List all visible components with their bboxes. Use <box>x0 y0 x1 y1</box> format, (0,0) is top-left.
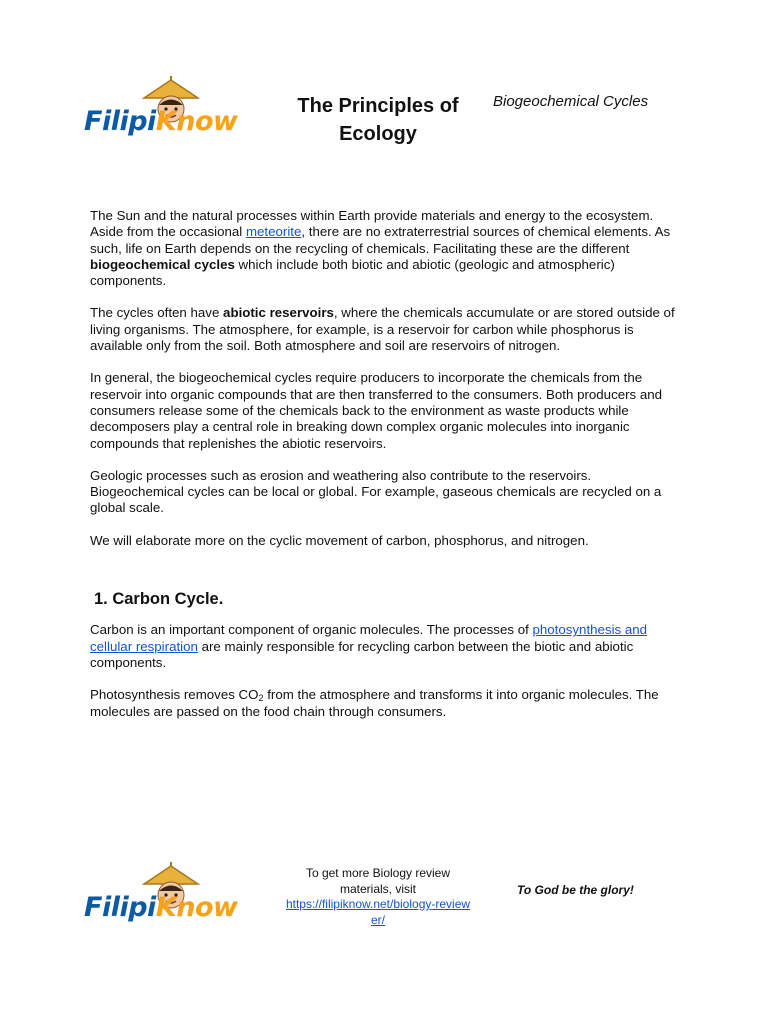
logo-wordmark: FilipiKnow <box>84 106 238 137</box>
section-heading-carbon-cycle: 1. Carbon Cycle. <box>94 590 224 609</box>
page-subtitle: Biogeochemical Cycles <box>493 93 649 110</box>
paragraph-geologic: Geologic processes such as erosion and weathering also contribute to the reservoirs. Biogeochemical cycles can be local or global. For example, gaseous chemicals are recycled on a global scale. <box>90 467 662 516</box>
meteorite-link[interactable]: meteorite <box>245 224 302 240</box>
filipiknow-logo <box>84 76 256 166</box>
paragraph-photosynthesis: Photosynthesis removes $CO_2$ from the atmosphere and transforms it into organic molecules. The molecules are passed on the food chain through consumers. <box>90 687 659 719</box>
page-title: The Principles of Ecology <box>297 95 459 145</box>
paragraph-intro: The Sun and the natural processes within Earth provide materials and energy to the ecosystem. Aside from the occasional meteorite, there are no extraterrestrial sources of chemical elements. As such, life on Earth depends on the recycling of chemicals. Facilitating these are the different biogeochemical cycles which include both biotic and abiotic (geologic and atmospheric) components. <box>90 208 671 289</box>
footer-logo <box>84 862 256 952</box>
photosynthesis-link[interactable]: photosynthesis and cellular respiration <box>90 622 648 654</box>
paragraph-producers: In general, the biogeochemical cycles require producers to incorporate the chemicals from the reservoir into organic compounds that are then transferred to the consumers. Both producers and consumers release some of the chemicals back to the environment as waste products while decomposers play a central role in breaking down complex organic molecules into inorganic compounds that replenishes the abiotic reservoirs. <box>90 370 663 451</box>
paragraph-elaborate: We will elaborate more on the cyclic movement of carbon, phosphorus, and nitrogen. <box>90 532 589 548</box>
paragraph-carbon: Carbon is an important component of organic molecules. The processes of photosynthesis and cellular respiration are mainly responsible for recycling carbon between the biotic and abiotic components. <box>90 622 648 670</box>
footer-promo <box>285 866 471 928</box>
footer-tagline: To God be the glory! <box>517 883 634 897</box>
paragraph-reservoirs: The cycles often have abiotic reservoirs, where the chemicals accumulate or are stored outside of living organisms. The atmosphere, for example, is a reservoir for carbon while phosphorus is available only from the soil. Both atmosphere and soil are reservoirs of nitrogen. <box>90 305 675 354</box>
document-body <box>90 208 682 736</box>
footer-promo-text: To get more Biology review materials, visit <box>305 866 451 896</box>
biology-reviewer-link[interactable]: https://filipiknow.net/biology-reviewer/ <box>285 897 471 927</box>
logo-wordmark: FilipiKnow <box>84 892 238 923</box>
